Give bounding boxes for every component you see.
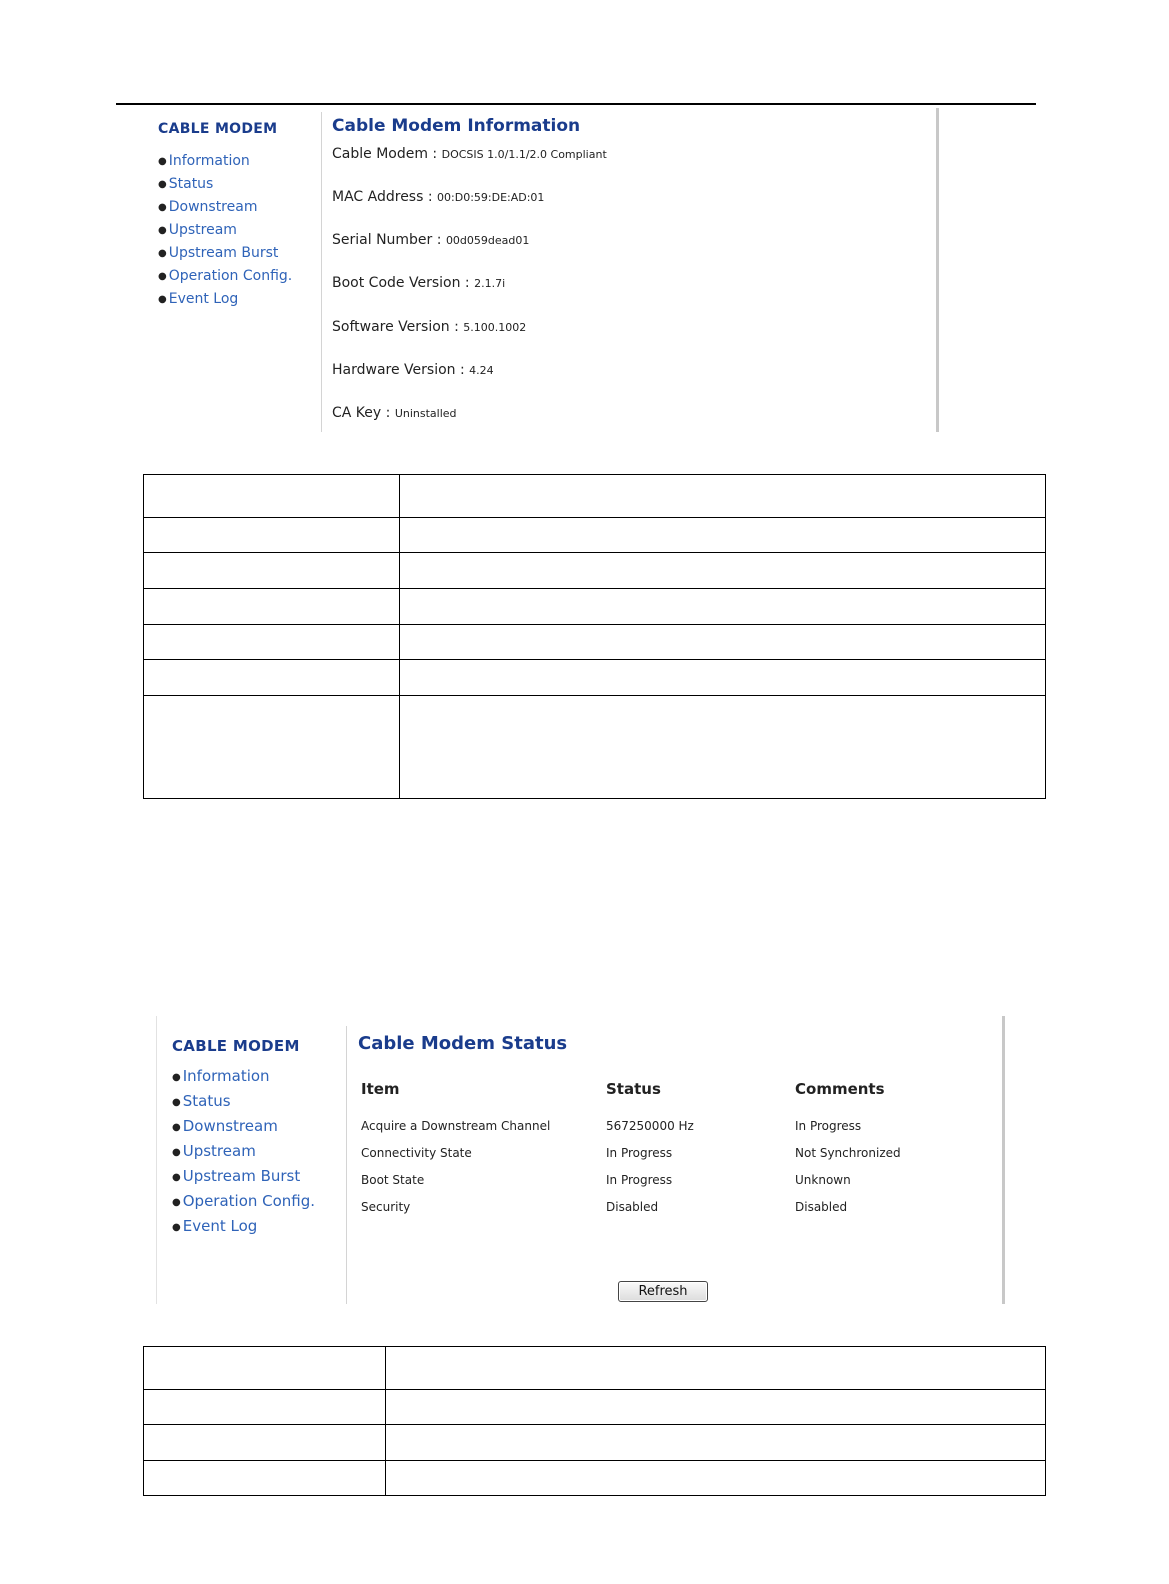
info-row-serial-number: Serial Number : 00d059dead01 [332,232,530,248]
nav-item-upstream[interactable]: ● Upstream [172,1142,256,1160]
table-cell [400,696,1046,799]
nav-item-upstream[interactable]: ● Upstream [158,222,237,238]
table-cell [144,518,400,553]
status-value-cell: In Progress [606,1146,673,1160]
bullet-icon: ● [172,1222,181,1233]
table-cell [144,553,400,589]
sidebar-nav [172,1064,315,1239]
table-row [144,660,1046,696]
panel-right-border [936,108,939,432]
panel-left-border [156,1016,157,1304]
bullet-icon: ● [172,1172,181,1183]
bullet-icon: ● [158,202,167,213]
sidebar-divider [321,112,322,432]
column-header-comments: Comments [795,1080,885,1098]
table-cell [144,1425,386,1461]
table-cell [400,660,1046,696]
table-row [144,1347,1046,1390]
table-cell [144,1461,386,1496]
page-title: Cable Modem Information [332,116,581,136]
status-value-cell: Disabled [606,1200,659,1214]
info-row-mac-address: MAC Address : 00:D0:59:DE:AD:01 [332,189,545,205]
table-row [144,696,1046,799]
bullet-icon: ● [172,1197,181,1208]
status-item-cell: Security [361,1200,411,1214]
table-cell [400,518,1046,553]
table-cell [144,625,400,660]
info-row-boot-code-version: Boot Code Version : 2.1.7i [332,275,506,291]
bullet-icon: ● [158,156,167,167]
nav-item-information[interactable]: ● Information [172,1067,270,1085]
nav-item-event-log[interactable]: ● Event Log [172,1217,258,1235]
nav-item-downstream[interactable]: ● Downstream [158,199,258,215]
table-row [144,553,1046,589]
bullet-icon: ● [172,1122,181,1133]
table-cell [386,1347,1046,1390]
sidebar-title: CABLE MODEM [158,121,278,137]
table-cell [386,1390,1046,1425]
nav-item-operation-config[interactable]: ● Operation Config. [172,1192,316,1210]
status-comment-cell: Disabled [795,1200,848,1214]
bullet-icon: ● [172,1072,181,1083]
table-cell [400,589,1046,625]
table-row [144,1425,1046,1461]
nav-item-upstream-burst[interactable]: ● Upstream Burst [158,245,279,261]
table-cell [144,589,400,625]
nav-item-downstream[interactable]: ● Downstream [172,1117,278,1135]
info-row-cable-modem: Cable Modem : DOCSIS 1.0/1.1/2.0 Compliant [332,146,607,162]
nav-item-information[interactable]: ● Information [158,153,250,169]
table-cell [386,1461,1046,1496]
panel-right-border [1002,1016,1005,1304]
page-top-rule [116,103,1036,105]
table-cell [144,1390,386,1425]
table-row [144,475,1046,518]
column-header-status: Status [606,1080,661,1098]
table-cell [400,553,1046,589]
status-comment-cell: In Progress [795,1119,862,1133]
page-title: Cable Modem Status [358,1033,568,1054]
status-comment-cell: Unknown [795,1173,851,1187]
bullet-icon: ● [172,1147,181,1158]
table-row [144,518,1046,553]
table-row [144,589,1046,625]
nav-item-upstream-burst[interactable]: ● Upstream Burst [172,1167,301,1185]
refresh-button[interactable]: Refresh [618,1281,708,1302]
table-row [144,625,1046,660]
description-table-1 [143,474,1046,799]
bullet-icon: ● [158,248,167,259]
sidebar-nav [158,150,292,311]
nav-item-status[interactable]: ● Status [158,176,214,192]
sidebar-title: CABLE MODEM [172,1037,300,1055]
status-item-cell: Acquire a Downstream Channel [361,1119,551,1133]
nav-item-status[interactable]: ● Status [172,1092,231,1110]
nav-item-operation-config[interactable]: ● Operation Config. [158,268,293,284]
nav-item-event-log[interactable]: ● Event Log [158,291,239,307]
status-value-cell: 567250000 Hz [606,1119,694,1133]
bullet-icon: ● [158,225,167,236]
table-cell [144,660,400,696]
status-item-cell: Connectivity State [361,1146,472,1160]
info-row-hardware-version: Hardware Version : 4.24 [332,362,494,378]
table-cell [400,625,1046,660]
column-header-item: Item [361,1080,400,1098]
table-cell [144,475,400,518]
bullet-icon: ● [172,1097,181,1108]
table-row [144,1390,1046,1425]
bullet-icon: ● [158,271,167,282]
table-cell [386,1425,1046,1461]
table-cell [400,475,1046,518]
info-row-software-version: Software Version : 5.100.1002 [332,319,527,335]
table-cell [144,696,400,799]
status-item-cell: Boot State [361,1173,425,1187]
table-row [144,1461,1046,1496]
bullet-icon: ● [158,294,167,305]
table-cell [144,1347,386,1390]
description-table-2 [143,1346,1046,1496]
bullet-icon: ● [158,179,167,190]
info-row-ca-key: CA Key : Uninstalled [332,405,457,421]
status-comment-cell: Not Synchronized [795,1146,901,1160]
sidebar-divider [346,1026,347,1304]
status-value-cell: In Progress [606,1173,673,1187]
